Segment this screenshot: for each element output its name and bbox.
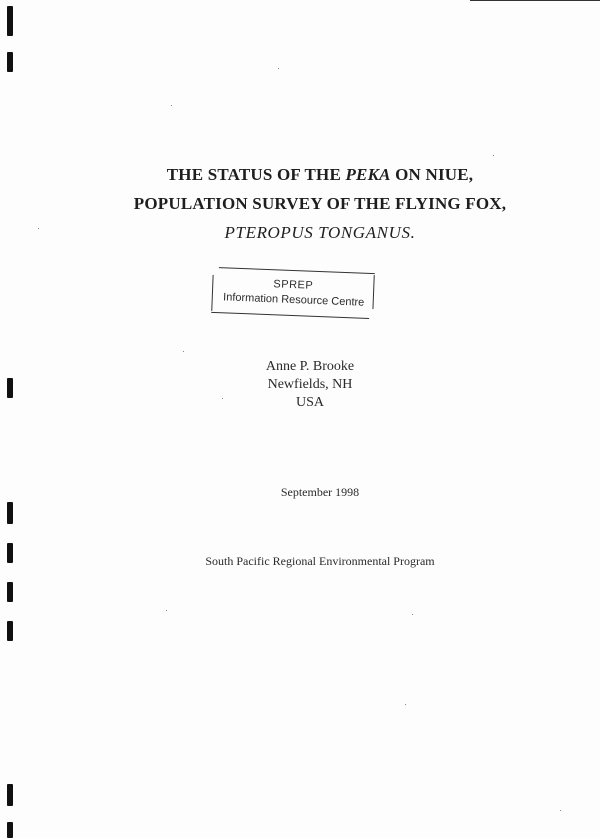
title-line-1 — [0, 160, 600, 189]
publisher-organization: South Pacific Regional Environmental Program — [205, 554, 435, 568]
library-stamp — [211, 267, 375, 319]
title-line-1-peka: PEKA — [345, 165, 391, 184]
binding-mark — [7, 378, 13, 398]
binding-mark — [7, 543, 13, 563]
binding-mark — [7, 6, 13, 36]
binding-mark — [7, 582, 13, 602]
author-location: Newfields, NH — [267, 377, 353, 392]
binding-mark — [7, 502, 13, 524]
stamp-border-bottom — [211, 312, 369, 319]
scan-speck — [493, 155, 494, 156]
title-line-1-part-a: THE STATUS OF THE — [166, 165, 342, 184]
stamp-organization: SPREP — [273, 278, 314, 292]
binding-mark — [7, 784, 13, 806]
binding-mark — [7, 822, 13, 838]
scan-speck — [278, 68, 279, 69]
title-line-3: PTEROPUS TONGANUS. — [224, 223, 416, 242]
stamp-border-top — [219, 267, 375, 274]
scan-speck — [171, 105, 172, 106]
title-line-1-part-c: ON NIUE, — [395, 165, 474, 184]
scan-speck — [183, 351, 184, 352]
author-block — [220, 358, 400, 412]
stamp-department: Information Resource Centre — [222, 291, 365, 309]
author-name: Anne P. Brooke — [265, 359, 355, 374]
scan-speck — [560, 810, 561, 811]
scan-speck — [166, 610, 167, 611]
binding-mark — [7, 52, 13, 72]
author-country: USA — [295, 395, 324, 410]
publication-date: September 1998 — [280, 485, 360, 499]
document-title — [0, 160, 600, 247]
title-line-2: POPULATION SURVEY OF THE FLYING FOX, — [133, 194, 507, 213]
scan-edge-line — [470, 0, 600, 1]
scan-speck — [412, 614, 413, 615]
scan-speck — [405, 704, 406, 705]
binding-mark — [7, 621, 13, 641]
